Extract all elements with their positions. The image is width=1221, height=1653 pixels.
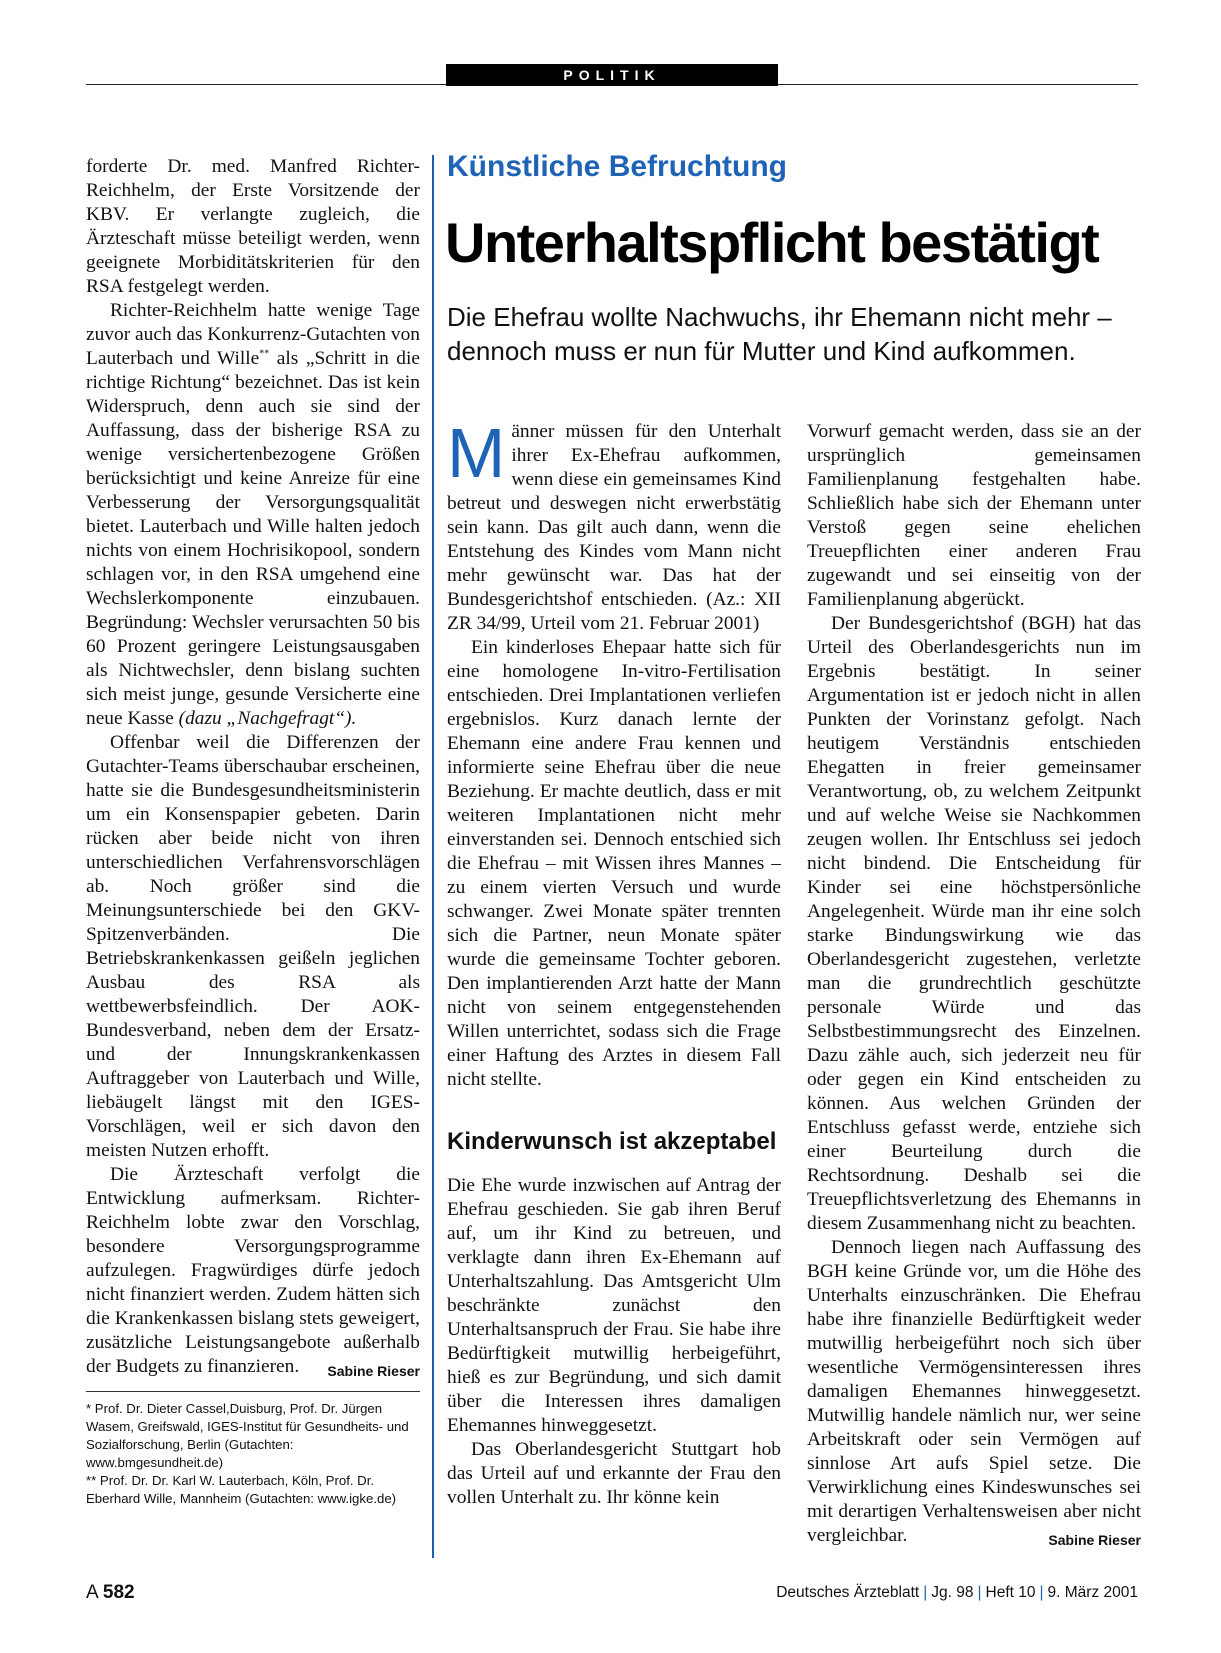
- lead-text: änner müssen für den Unterhalt ihrer Ex-Ehefrau aufkommen, wenn diese ein gemeinsames Kind betreut und deswegen nicht erwerbstätig sein kann. Das gilt auch dann, wenn die Entstehung des Kindes vom Mann nicht mehr gewünscht war. Das hat der Bundesgerichtshof entschieden. (Az.: XII ZR 34/99, Urteil vom 21. Februar 2001): [447, 421, 781, 634]
- footer-separator: |: [923, 1584, 928, 1601]
- left-paragraph-2-text-a: Richter-Reichhelm hatte wenige Tage zuvor auch das Konkurrenz-Gutachten von Lauterbach und Wille: [86, 300, 420, 369]
- left-paragraph-1: forderte Dr. med. Manfred Richter-Reichhelm, der Erste Vorsitzende der KBV. Er verlangte zugleich, die Ärzteschaft müsse beteiligt werden, wenn geeignete Morbiditätskriterien für den RSA festgelegt werden.: [86, 156, 420, 297]
- article-kicker: Künstliche Befruchtung: [447, 150, 788, 183]
- article-subhead: Die Ehefrau wollte Nachwuchs, ihr Ehemann nicht mehr – dennoch muss er nun für Mutter und Kind aufkommen.: [447, 302, 1112, 366]
- column-divider: [432, 155, 434, 1558]
- middle-paragraph-4: Das Oberlandesgericht Stuttgart hob das Urteil auf und erkannte der Frau den vollen Unterhalt zu. Ihr könne kein: [447, 1439, 781, 1508]
- middle-paragraph-2: Ein kinderloses Ehepaar hatte sich für eine homologene In-vitro-Fertilisation entschieden. Drei Implantationen verliefen ergebnislos. Kurz danach lernte der Ehemann eine andere Frau kennen und informierte seine Ehefrau über die neue Beziehung. Er machte deutlich, dass er mit weiteren Implantationen nicht mehr einverstanden sei. Dennoch entschied sich die Ehefrau – mit Wissen ihres Mannes – zu einem vierten Versuch und wurde schwanger. Zwei Monate später trennten sich die Partner, neun Monate später wurde die gemeinsame Tochter geboren. Den implantierenden Arzt hatte der Mann nicht von seinem entgegenstehenden Willen unterrichtet, sodass sich die Frage einer Haftung des Arztes in diesem Fall nicht stellte.: [447, 637, 781, 1090]
- right-paragraph-3-text: Dennoch liegen nach Auffassung des BGH keine Gründe vor, um die Höhe des Unterhalts einzuschränken. Die Ehefrau habe ihre finanzielle Bedürftigkeit weder mutwillig herbeigeführt noch sich über wesentliche Vermögensinteressen ihres damaligen Ehemannes hinweggesetzt. Mutwillig handele nämlich nur, wer seine Arbeitskraft oder sein Vermögen auf sinnlose Art aufs Spiel setze. Die Verwirklichung eines Kindeswunsches sei mit derartigen Verhaltensweisen aber nicht vergleichbar.: [807, 1237, 1141, 1546]
- lead-paragraph: [447, 414, 781, 636]
- left-paragraph-2: [86, 299, 420, 731]
- page-number: [86, 1582, 135, 1604]
- footnote-1: * Prof. Dr. Dieter Cassel,Duisburg, Prof. Dr. Jürgen Wasem, Greifswald, IGES-Institut für Gesundheits- und Sozialforschung, Berlin (Gutachten: www.bmgesundheit.de): [86, 1401, 409, 1470]
- journal-issue: Heft 10: [985, 1584, 1036, 1601]
- left-paragraph-2-text-b: als „Schritt in die richtige Richtung“ bezeichnet. Das ist kein Widerspruch, denn auch sie sind der Auffassung, dass der bisherige RSA zu wenige versichertenbezogene Größen berücksichtigt und keine Anreize für eine Verbesserung der Versorgungsqualität bietet. Lauterbach und Wille halten jedoch nichts von einem Hochrisikopool, sondern schlagen vor, in den RSA umgehend eine Wechslerkomponente einzubauen. Begründung: Wechsler verursachten 50 bis 60 Prozent geringere Leistungsausgaben als Nichtwechsler, denn bislang suchten sich meist junge, gesunde Versicherte eine neue Kasse: [86, 348, 420, 729]
- journal-name: Deutsches Ärzteblatt: [776, 1584, 920, 1601]
- left-column: [86, 155, 420, 1508]
- journal-footer: [776, 1584, 1138, 1602]
- page-number-value: 582: [102, 1582, 135, 1603]
- section-subheading: Kinderwunsch ist akzeptabel: [447, 1128, 777, 1155]
- left-paragraph-3: Offenbar weil die Differenzen der Gutachter-Teams überschaubar erscheinen, hatte sie die Bundesgesundheitsministerin um ein Konsenspapier gebeten. Darin rücken aber beide nicht von ihren unterschiedlichen Verfahrensvorschlägen ab. Noch größer sind die Meinungsunterschiede bei den GKV-Spitzenverbänden. Die Betriebskrankenkassen geißeln jeglichen Ausbau des RSA als wettbewerbsfeindlich. Der AOK-Bundesverband, neben dem der Ersatz- und der Innungskrankenkassen Auftraggeber von Lauterbach und Wille, liebäugelt längst mit den IGES-Vorschlägen, weil er sich davon den meisten Nutzen erhofft.: [86, 732, 420, 1161]
- right-paragraph-3: [807, 1236, 1141, 1548]
- footnote-2: ** Prof. Dr. Dr. Karl W. Lauterbach, Köln, Prof. Dr. Eberhard Wille, Mannheim (Gutachten: www.igke.de): [86, 1473, 397, 1506]
- footer-separator: |: [977, 1584, 982, 1601]
- section-label: POLITIK: [446, 64, 778, 86]
- footnote-rule: [86, 1391, 420, 1392]
- right-paragraph-2: Der Bundesgerichtshof (BGH) hat das Urteil des Oberlandesgerichts nun im Ergebnis bestätigt. In seiner Argumentation ist er jedoch nicht in allen Punkten der Vorinstanz gefolgt. Nach heutigem Verständnis entschieden Ehegatten in freier gemeinsamer Verantwortung, ob, zu welchem Zeitpunkt und auf welche Weise sie Nachkommen zeugen wollen. Ihr Entschluss sei jedoch nicht bindend. Die Entscheidung für Kinder sei eine höchstpersönliche Angelegenheit. Würde man ihr eine solch starke Bindungswirkung wie das Oberlandesgericht zugestehen, verletzte man die grundrechtlich geschützte personale Würde und das Selbstbestimmungsrecht des Einzelnen. Dazu zähle auch, sich jederzeit neu für oder gegen ein Kind entscheiden zu können. Aus welchen Gründen der Entschluss gefasst werde, entziehe sich einer Beurteilung durch die Rechtsordnung. Deshalb sei die Treuepflichtsverletzung des Ehemanns in diesem Zusammenhang nicht zu beachten.: [807, 613, 1141, 1234]
- drop-cap: M: [447, 414, 506, 492]
- middle-column: [447, 414, 781, 1510]
- left-paragraph-4-text: Die Ärzteschaft verfolgt die Entwicklung aufmerksam. Richter-Reichhelm lobte zwar den Vorschlag, besondere Versorgungsprogramme aufzulegen. Fragwürdiges dürfe jedoch nicht finanziert werden. Zudem hätten sich die Krankenkassen bislang stets geweigert, zusätzliche Leistungsangebote außerhalb der Budgets zu finanzieren.: [86, 1164, 420, 1377]
- left-paragraph-4: [86, 1163, 420, 1379]
- article-author: Sabine Rieser: [1048, 1532, 1141, 1548]
- page-prefix: A: [86, 1582, 98, 1603]
- right-column: [807, 420, 1141, 1552]
- cross-reference: (dazu „Nachgefragt“).: [178, 708, 357, 729]
- article-headline: Unterhaltspflicht bestätigt: [445, 211, 1099, 274]
- journal-date: 9. März 2001: [1047, 1584, 1138, 1601]
- right-paragraph-1: Vorwurf gemacht werden, dass sie an der ursprünglich gemeinsamen Familienplanung festgehalten habe. Schließlich habe sich der Ehemann unter Verstoß gegen seine ehelichen Treuepflichten einer anderen Frau zugewandt und sei einseitig von der Familienplanung abgerückt.: [807, 421, 1141, 610]
- footer-separator: |: [1039, 1584, 1044, 1601]
- left-author: Sabine Rieser: [327, 1363, 420, 1379]
- footnote-marker: **: [259, 348, 270, 360]
- journal-volume: Jg. 98: [931, 1584, 974, 1601]
- middle-paragraph-3: Die Ehe wurde inzwischen auf Antrag der Ehefrau geschieden. Sie gab ihren Beruf auf, um ihr Kind zu betreuen, und verklagte dann ihren Ex-Ehemann auf Unterhaltszahlung. Das Amtsgericht Ulm beschränkte zunächst den Unterhaltsanspruch der Frau. Sie habe ihre Bedürftigkeit mutwillig herbeigeführt, hieß es zur Begründung, und sich damit über die Interessen ihres damaligen Ehemannes hinweggesetzt.: [447, 1175, 781, 1436]
- footnotes: [86, 1400, 420, 1508]
